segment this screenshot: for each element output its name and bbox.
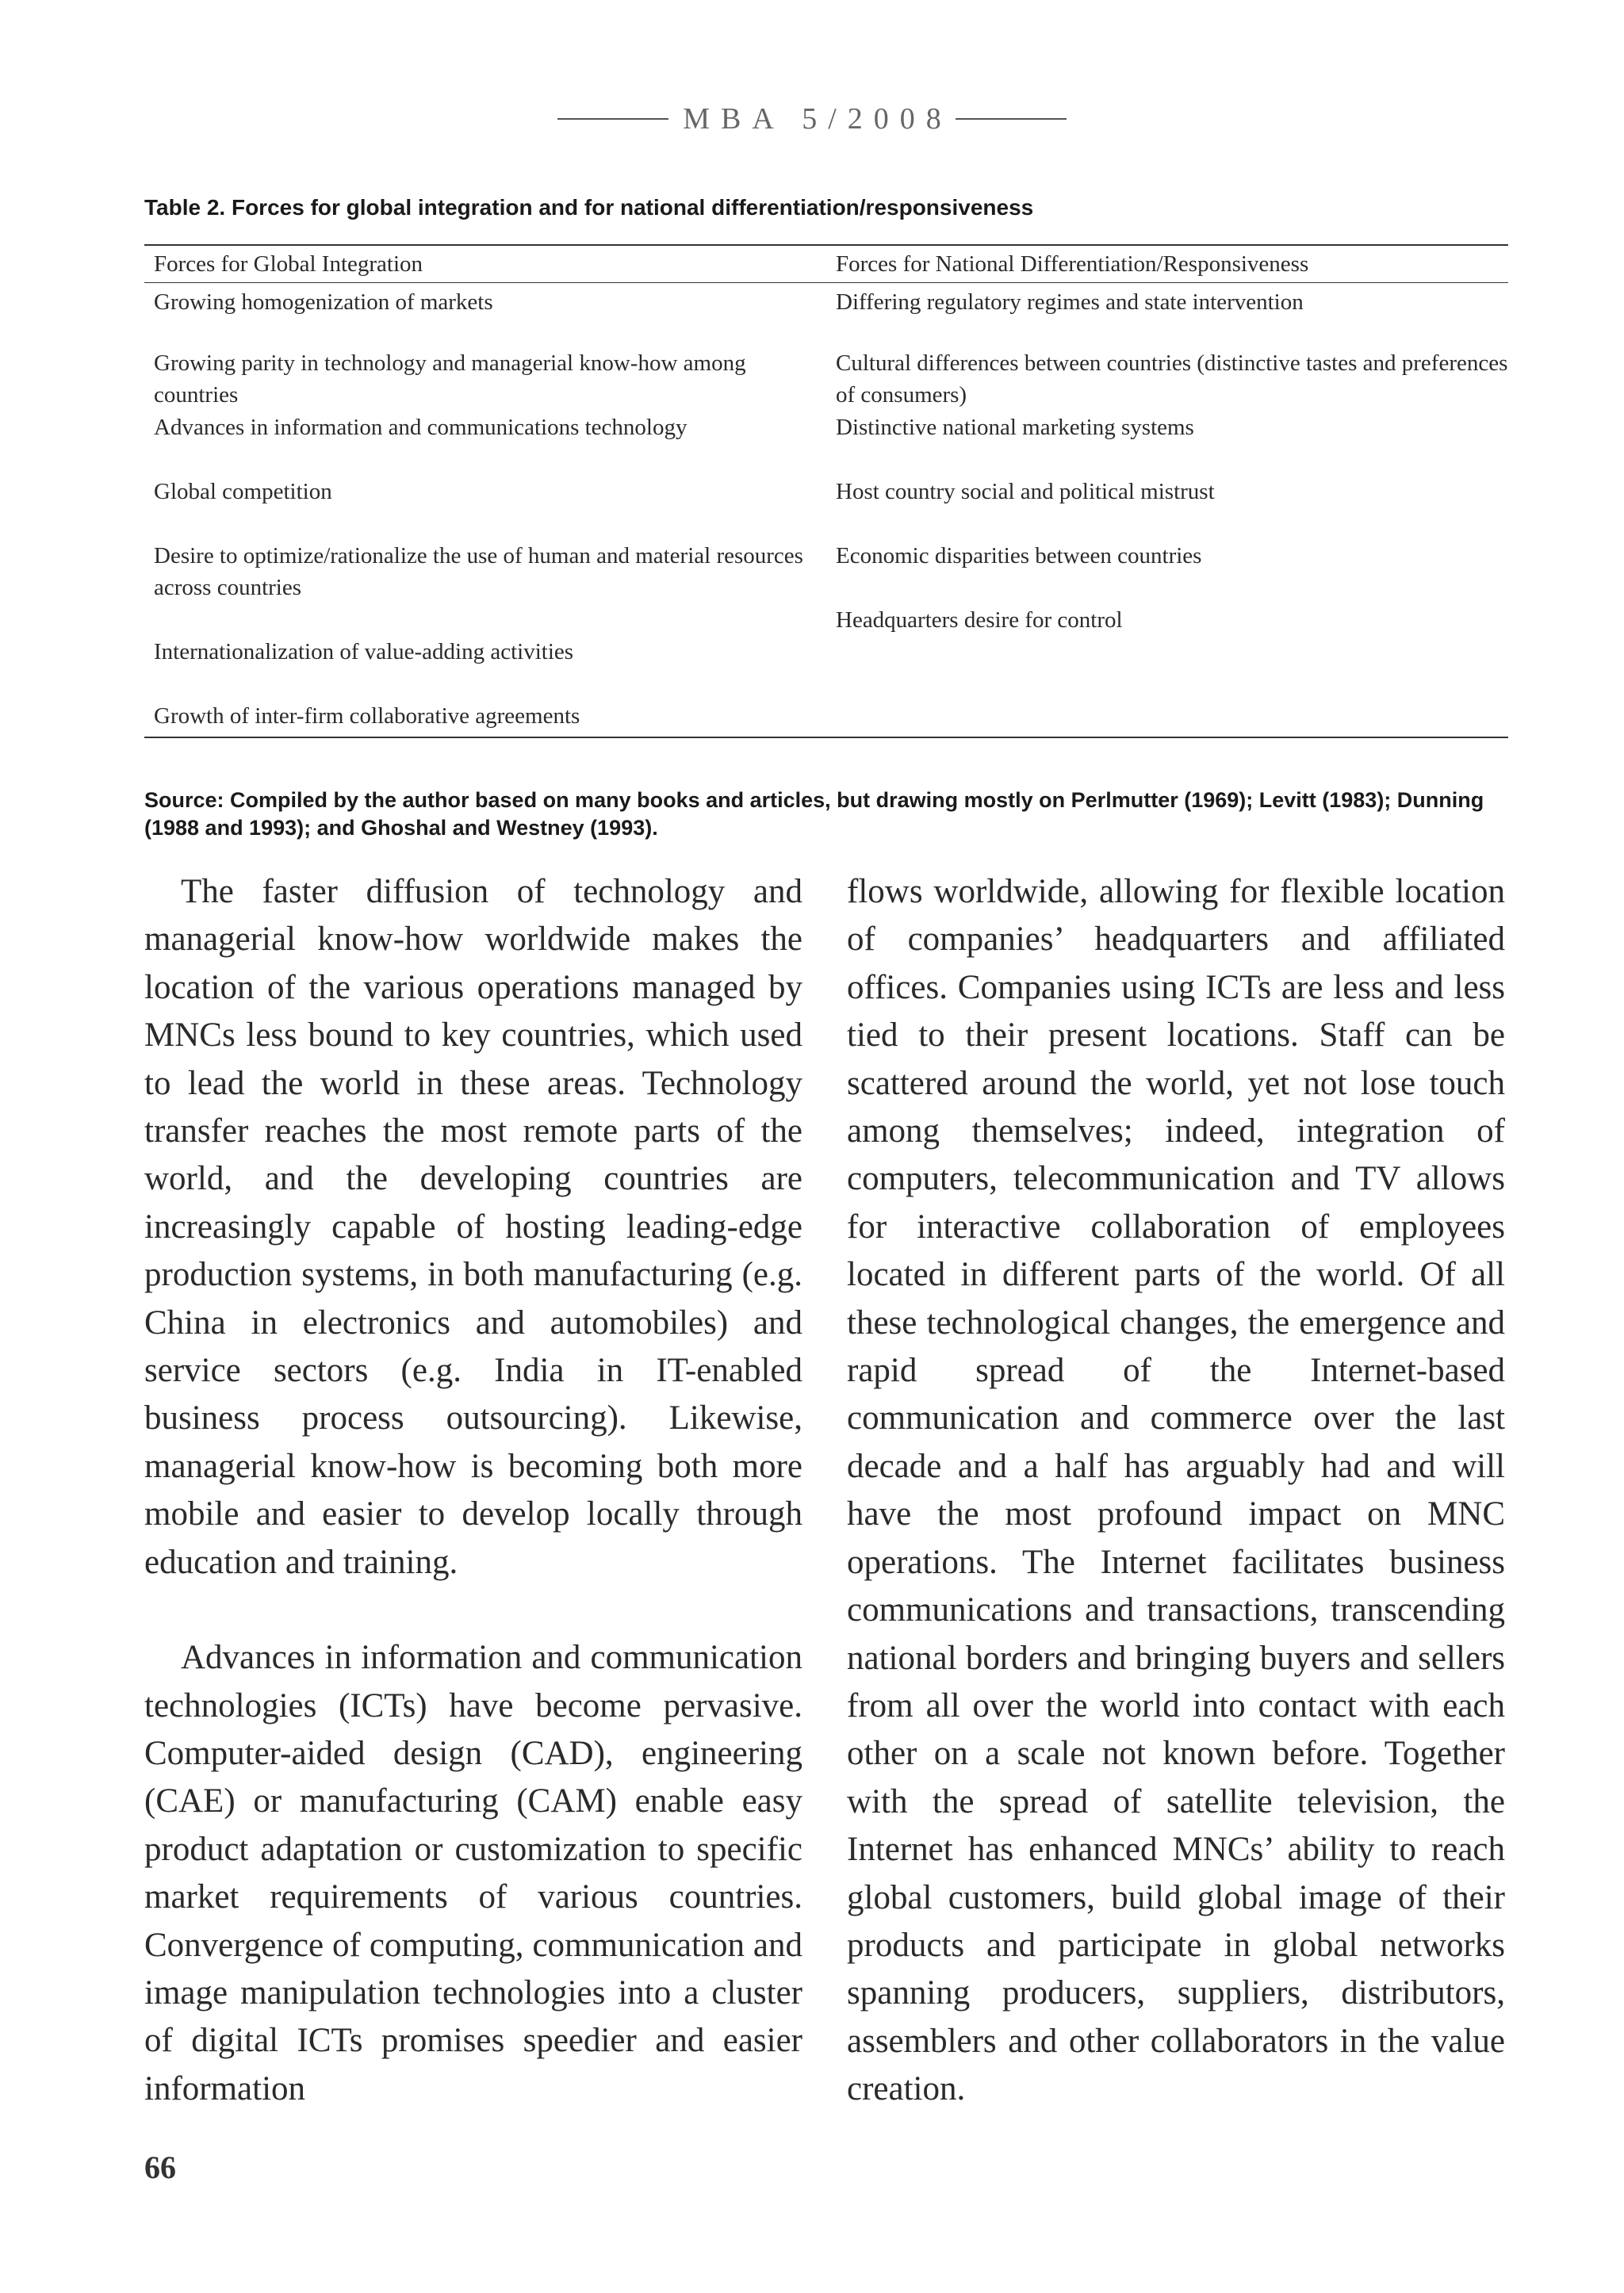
paragraph: flows worldwide, allowing for flexible location of companies’ headquarters and affiliated offices. Companies using ICTs are less and less tied to their present locations. Staff can be scattered around the world, yet not lose touch among themselves; indeed, integration of computers, telecommunication and TV allows for interactive collaboration of employees located in different parts of the world. Of all these technological changes, the emergence and rapid spread of the Internet-based communication and commerce over the last decade and a half has arguably had and will have the most profound impact on MNC operations. The Internet facilitates business communications and transactions, transcending national borders and bringing buyers and sellers from all over the world into contact with each other on a scale not known before. Together with the spread of satellite television, the Internet has enhanced MNCs’ ability to reach global customers, build global image of their products and participate in global networks spanning producers, suppliers, distributors, assemblers and other collaborators in the value creation. (847, 873, 1505, 2108)
table-body (144, 283, 1508, 737)
table-cell: Economic disparities between countries (836, 543, 1202, 568)
table-caption: Table 2. Forces for global integration and for national differentiation/responsiveness (144, 195, 1034, 220)
header-global-integration: Forces for Global Integration (154, 251, 423, 277)
table-cell: Headquarters desire for control (836, 607, 1123, 633)
page-number: 66 (144, 2149, 176, 2185)
header-rule-right (956, 118, 1067, 120)
table-cell: Advances in information and communications technology (154, 415, 688, 440)
table-cell: Growing homogenization of markets (154, 289, 493, 315)
journal-title: MBA 5/2008 (683, 102, 952, 136)
table-cell: Internationalization of value-adding activities (154, 639, 574, 664)
table-cell: Host country social and political mistrust (836, 479, 1215, 504)
forces-table (144, 244, 1508, 738)
left-column (144, 283, 826, 737)
table-cell: Global competition (154, 479, 332, 504)
header-national-differentiation: Forces for National Differentiation/Responsiveness (836, 251, 1309, 277)
table-cell: Desire to optimize/rationalize the use of human and material resources across countries (154, 543, 803, 600)
table-cell: Growth of inter-firm collaborative agreements (154, 703, 580, 729)
table-source-note: Source: Compiled by the author based on many books and articles, but drawing mostly on Perlmutter (1969); Levitt (1983); Dunning (1988 and 1993); and Ghoshal and Westney (1993). (144, 788, 1484, 840)
table-cell: Cultural differences between countries (distinctive tastes and preferences of consumers) (836, 350, 1508, 408)
body-column-left (144, 868, 802, 2113)
right-column (826, 283, 1508, 737)
table-bottom-rule (144, 737, 1508, 738)
paragraph-gap (144, 1587, 802, 1634)
body-column-right (847, 868, 1505, 2114)
header-rule-left (557, 118, 668, 120)
paragraph: The faster diffusion of technology and managerial know-how worldwide makes the location of the various operations managed by MNCs less bound to key countries, which used to lead the world in these areas. Technology transfer reaches the most remote parts of the world, and the developing countries are increasingly capable of hosting leading-edge production systems, in both manufacturing (e.g. China in electronics and automobiles) and service sectors (e.g. India in IT-enabled business process outsourcing). Likewise, managerial know-how is becoming both more mobile and easier to develop locally through education and training. (144, 873, 802, 1581)
running-header (0, 101, 1624, 136)
table-cell: Differing regulatory regimes and state intervention (836, 289, 1304, 315)
table-header-row (144, 246, 1508, 282)
table-cell: Distinctive national marketing systems (836, 415, 1194, 440)
table-cell: Growing parity in technology and managerial know-how among countries (154, 350, 746, 408)
paragraph: Advances in information and communication technologies (ICTs) have become pervasive. Computer-aided design (CAD), engineering (CAE) or manufacturing (CAM) enable easy product adaptation or customization to specific market requirements of various countries. Convergence of computing, communication and image manipulation technologies into a cluster of digital ICTs promises speedier and easier information (144, 1639, 802, 2107)
